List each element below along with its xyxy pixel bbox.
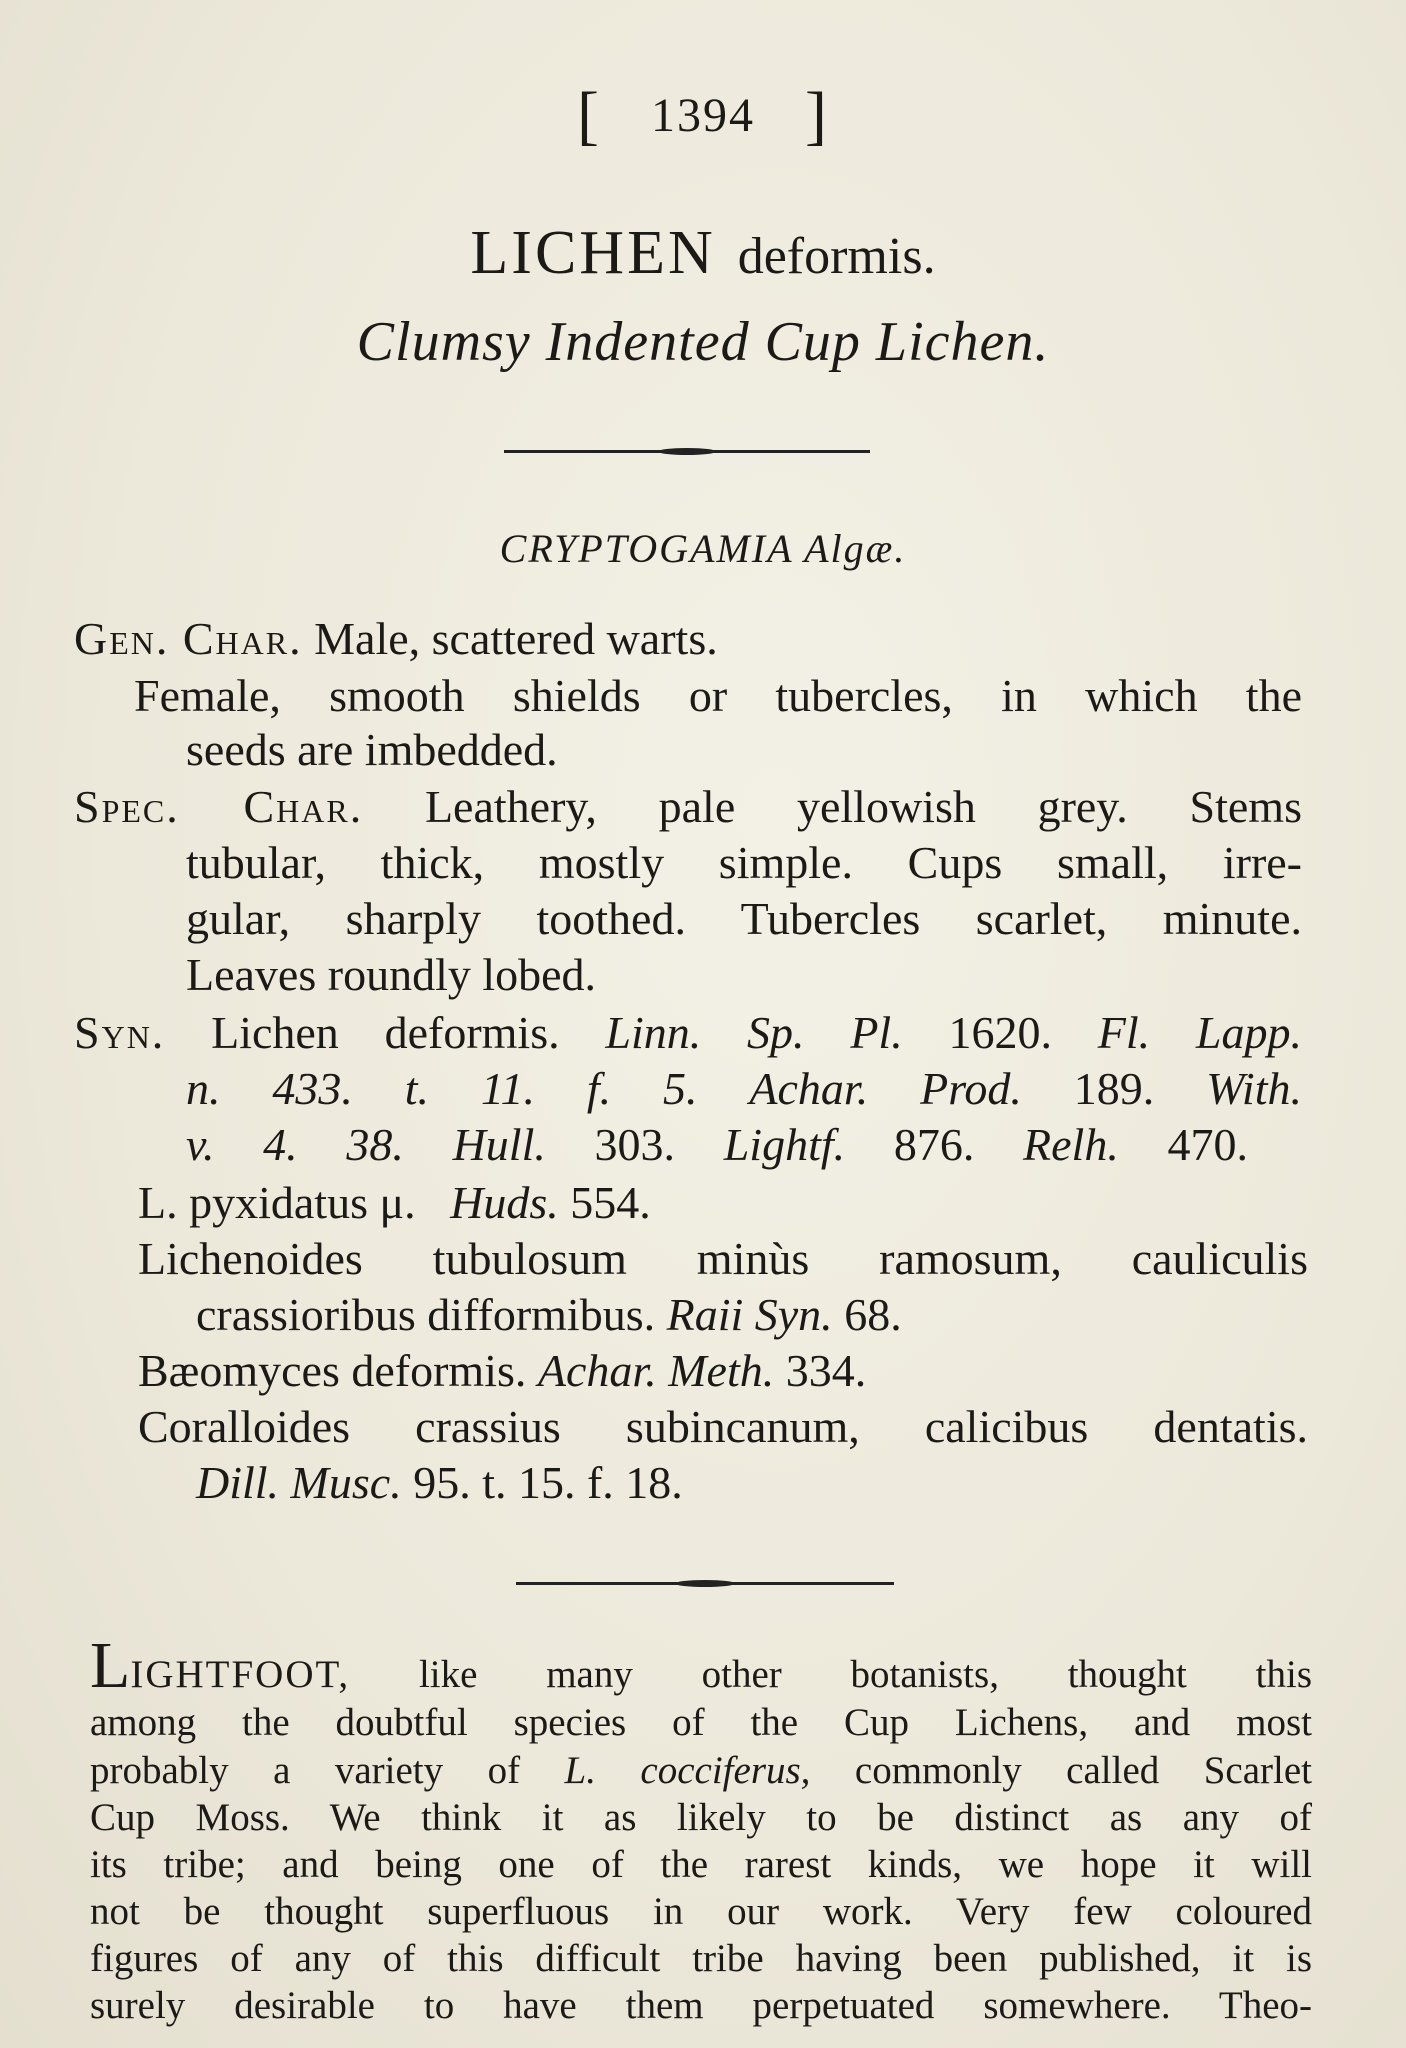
body-line-7: figures of any of this difficult tribe having been published, it is [90,1937,1312,1980]
syn-ref-num: 470. [1167,1119,1249,1170]
syn-ref: Fl. Lapp. [1097,1007,1303,1058]
syn-name: L. pyxidatus μ. [138,1177,416,1228]
body-lead: IGHTFOOT, [130,1653,351,1696]
syn-ref-num: 189. [1073,1063,1155,1114]
syn-name: crassioribus difformibus. [196,1289,656,1340]
gen-char-line-1 [74,612,718,665]
drop-cap: L [90,1629,131,1702]
syn-line-7 [138,1344,866,1397]
spec-char-line-3: gular, sharply toothed. Tubercles scarlet, minute. [186,893,1302,944]
species-title [0,218,1406,289]
body-line-2: among the doubtful species of the Cup Lichens, and most [90,1701,1312,1744]
syn-name: Lichen deformis. [211,1007,560,1058]
syn-ref: Relh. [1023,1119,1119,1170]
syn-line-3 [186,1118,1248,1171]
common-name: Clumsy Indented Cup Lichen. [356,311,1050,373]
bracket-open: [ [577,79,601,152]
gen-char-line-2: Female, smooth shields or tubercles, in which the [134,670,1302,721]
body-line-4: Cup Moss. We think it as likely to be distinct as any of [90,1796,1312,1839]
syn-ref-num: 334. [785,1345,867,1396]
syn-line-4 [138,1176,651,1229]
body-line-3 [90,1748,1312,1793]
bracket-close: ] [805,79,829,152]
syn-ref-num: 1620. [948,1007,1052,1058]
spec-char-text: Leathery, pale yellowish grey. Stems [424,781,1302,832]
ornamental-rule [516,1582,894,1585]
syn-ref: Achar. Prod. [749,1063,1022,1114]
gen-char-label: Gen. Char. [74,613,303,664]
syn-ref-num: 876. [893,1119,975,1170]
body-line-6: not be thought superfluous in our work. Very few coloured [90,1890,1312,1933]
syn-name: Bæomyces deformis. [138,1345,527,1396]
body-text: commonly called Scarlet [854,1749,1312,1792]
spec-char-label: Spec. Char. [74,781,364,832]
body-text: like many other botanists, thought this [418,1653,1313,1696]
body-line-8: surely desirable to have them perpetuated somewhere. Theo- [90,1984,1312,2027]
page-number-value: 1394 [651,89,755,142]
syn-ref-num: 95. t. 15. f. 18. [413,1457,683,1508]
syn-ref: Huds. [450,1177,559,1228]
syn-ref-num: 303. [594,1119,676,1170]
syn-ref-num: 554. [570,1177,651,1228]
spec-char-line-2: tubular, thick, mostly simple. Cups small, irre- [186,837,1302,888]
syn-ref: With. [1206,1063,1302,1114]
syn-ref: Linn. Sp. Pl. [605,1007,903,1058]
syn-ref: Hull. [452,1119,546,1170]
syn-ref: Achar. Meth. [537,1345,775,1396]
syn-ref-num: 68. [844,1289,902,1340]
syn-line-8: Coralloides crassius subincanum, calicibus dentatis. [138,1401,1308,1452]
gen-char-line-3: seeds are imbedded. [186,724,558,775]
ornamental-rule [504,450,870,453]
syn-ref: n. 433. t. 11. f. 5. [186,1063,698,1114]
body-italic: L. cocciferus, [564,1749,811,1792]
syn-ref: Dill. Musc. [196,1457,402,1508]
gen-char-text: Male, scattered warts. [314,613,718,664]
body-line-5: its tribe; and being one of the rarest kinds, we hope it will [90,1843,1312,1886]
spec-char-line-1 [74,780,1302,833]
syn-line-9 [196,1456,683,1509]
syn-ref: Raii Syn. [666,1289,833,1340]
syn-line-2 [186,1062,1302,1115]
syn-line-1 [74,1006,1302,1059]
genus-name: LICHEN [470,219,716,287]
species-name: deformis. [737,228,936,285]
syn-label: Syn. [74,1007,166,1058]
page-number [0,78,1406,154]
syn-ref: Lightf. [723,1119,846,1170]
syn-line-5: Lichenoides tubulosum minùs ramosum, cauliculis [138,1233,1308,1284]
body-line-1 [90,1629,1313,1702]
syn-line-6 [196,1288,902,1341]
spec-char-line-4: Leaves roundly lobed. [186,949,597,1000]
syn-ref: v. 4. 38. [186,1119,404,1170]
body-text: probably a variety of [90,1749,521,1792]
classification: CRYPTOGAMIA Algæ. [499,526,907,571]
